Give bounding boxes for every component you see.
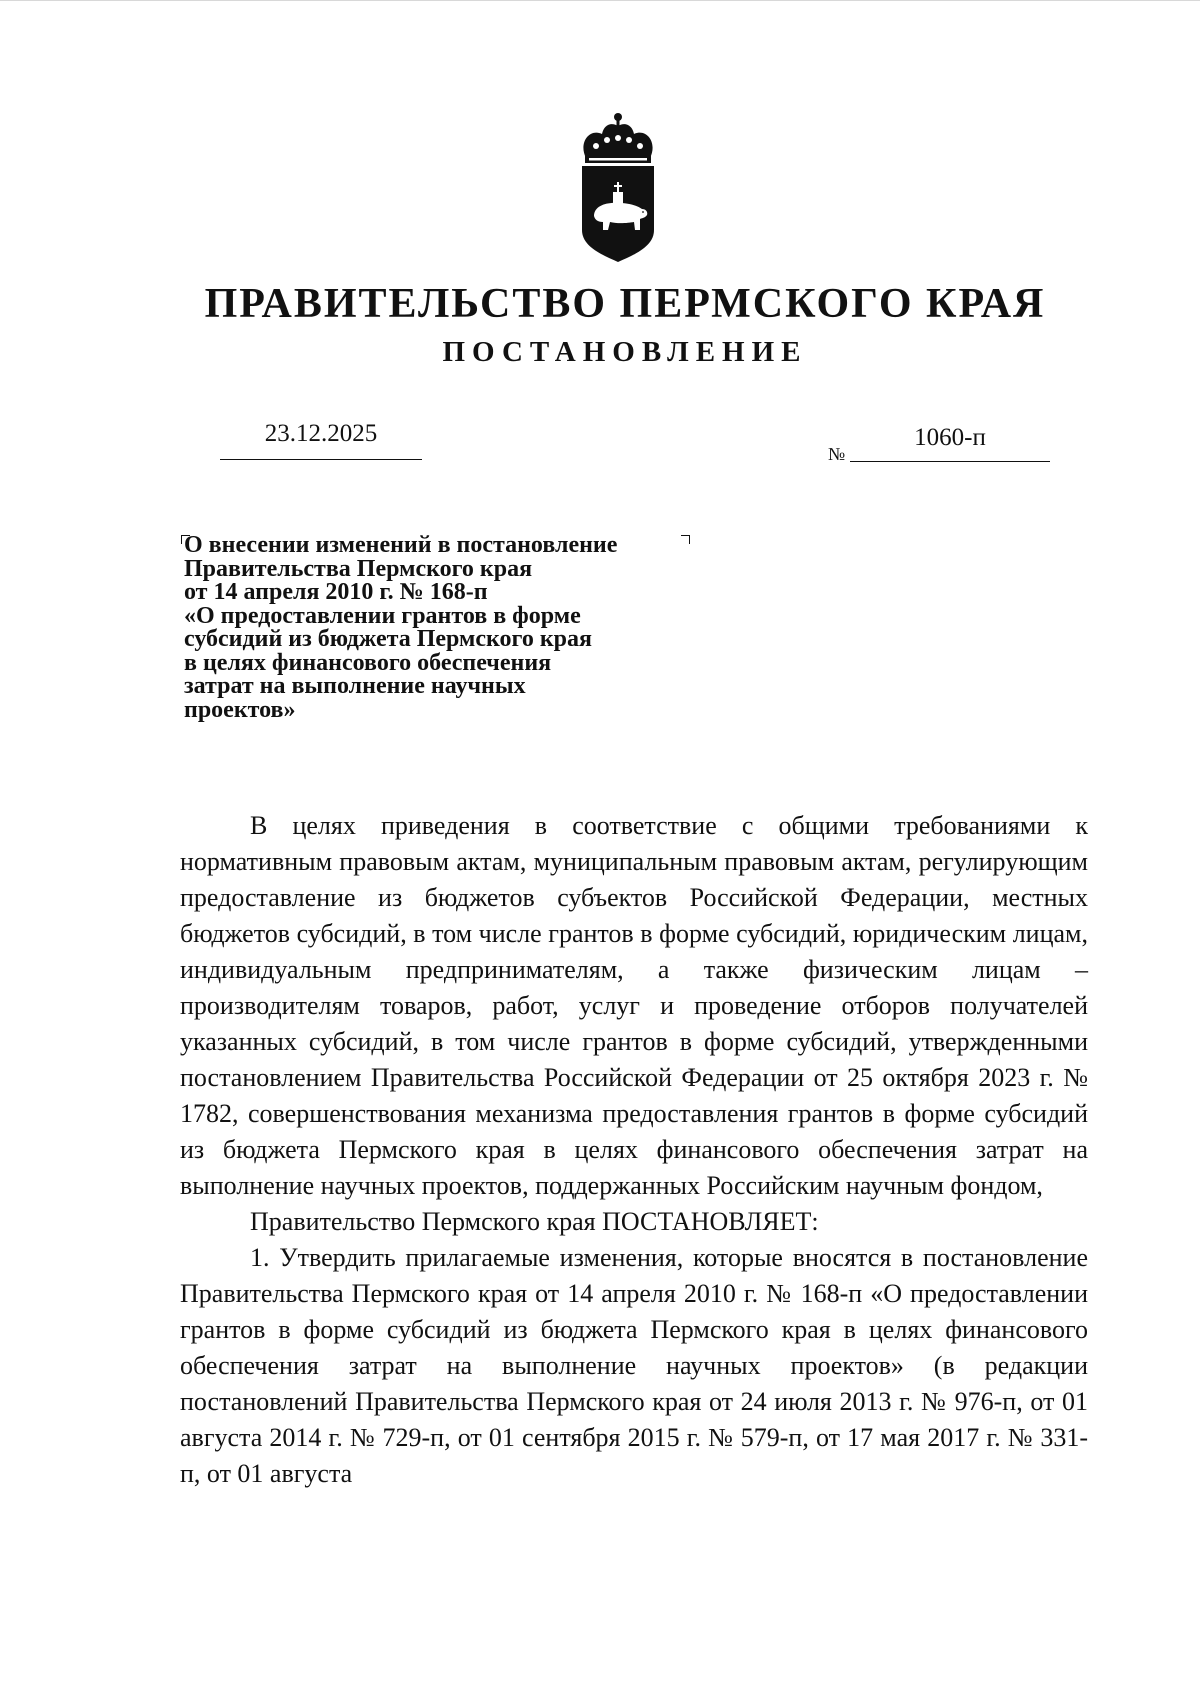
subject-line: субсидий из бюджета Пермского края <box>184 626 592 652</box>
body-paragraph-preamble: В целях приведения в соответствие с общими требованиями к нормативным правовым актам, муниципальным правовым актам, регулирующим предоставление из бюджетов субъектов Российской Федерации, местных бюджетов субсидий, в том числе грантов в форме субсидий, юридическим лицам, индивидуальным предпринимателям, а также физическим лицам – производителям товаров, работ, услуг и проведение отборов получателей указанных субсидий, в том числе грантов в форме субсидий, утвержденными постановлением Правительства Российской Федерации от 25 октября 2023 г. № 1782, совершенствования механизма предоставления грантов в форме субсидий из бюджета Пермского края в целях финансового обеспечения затрат на выполнение научных проектов, поддержанных Российским научным фондом, <box>180 811 1088 1200</box>
document-number: 1060-п <box>914 424 986 451</box>
subject-line: от 14 апреля 2010 г. № 168-п <box>184 579 488 605</box>
subject-line: «О предоставлении грантов в форме <box>184 602 581 629</box>
document-type: ПОСТАНОВЛЕНИЕ <box>442 336 808 368</box>
document-date: 23.12.2025 <box>264 420 378 447</box>
page-title: ПРАВИТЕЛЬСТВО ПЕРМСКОГО КРАЯ <box>204 281 1046 327</box>
number-sign: № <box>828 444 846 464</box>
subject-line: проектов» <box>184 696 296 723</box>
subject-line: О внесении изменений в постановление <box>184 532 618 558</box>
subject-line: затрат на выполнение научных <box>184 673 526 699</box>
body-paragraph-item-1: 1. Утвердить прилагаемые изменения, которые вносятся в постановление Правительства Пермского края от 14 апреля 2010 г. № 168-п «О предоставлении грантов в форме субсидий из бюджета Пермского края в целях финансового обеспечения затрат на выполнение научных проектов» (в редакции постановлений Правительства Пермского края от 24 июля 2013 г. № 976-п, от 01 августа 2014 г. № 729-п, от 01 сентября 2015 г. № 579-п, от 17 мая 2017 г. № 331-п, от 01 августа <box>180 1243 1088 1488</box>
document-subject <box>184 534 704 722</box>
number-underline <box>850 461 1050 462</box>
subject-line: в целях финансового обеспечения <box>184 649 552 676</box>
coat-of-arms-icon <box>572 112 664 264</box>
document-body <box>180 808 1088 1492</box>
body-paragraph-resolves: Правительство Пермского края ПОСТАНОВЛЯЕТ: <box>250 1207 819 1236</box>
date-underline <box>220 459 422 460</box>
subject-line: Правительства Пермского края <box>184 555 533 582</box>
